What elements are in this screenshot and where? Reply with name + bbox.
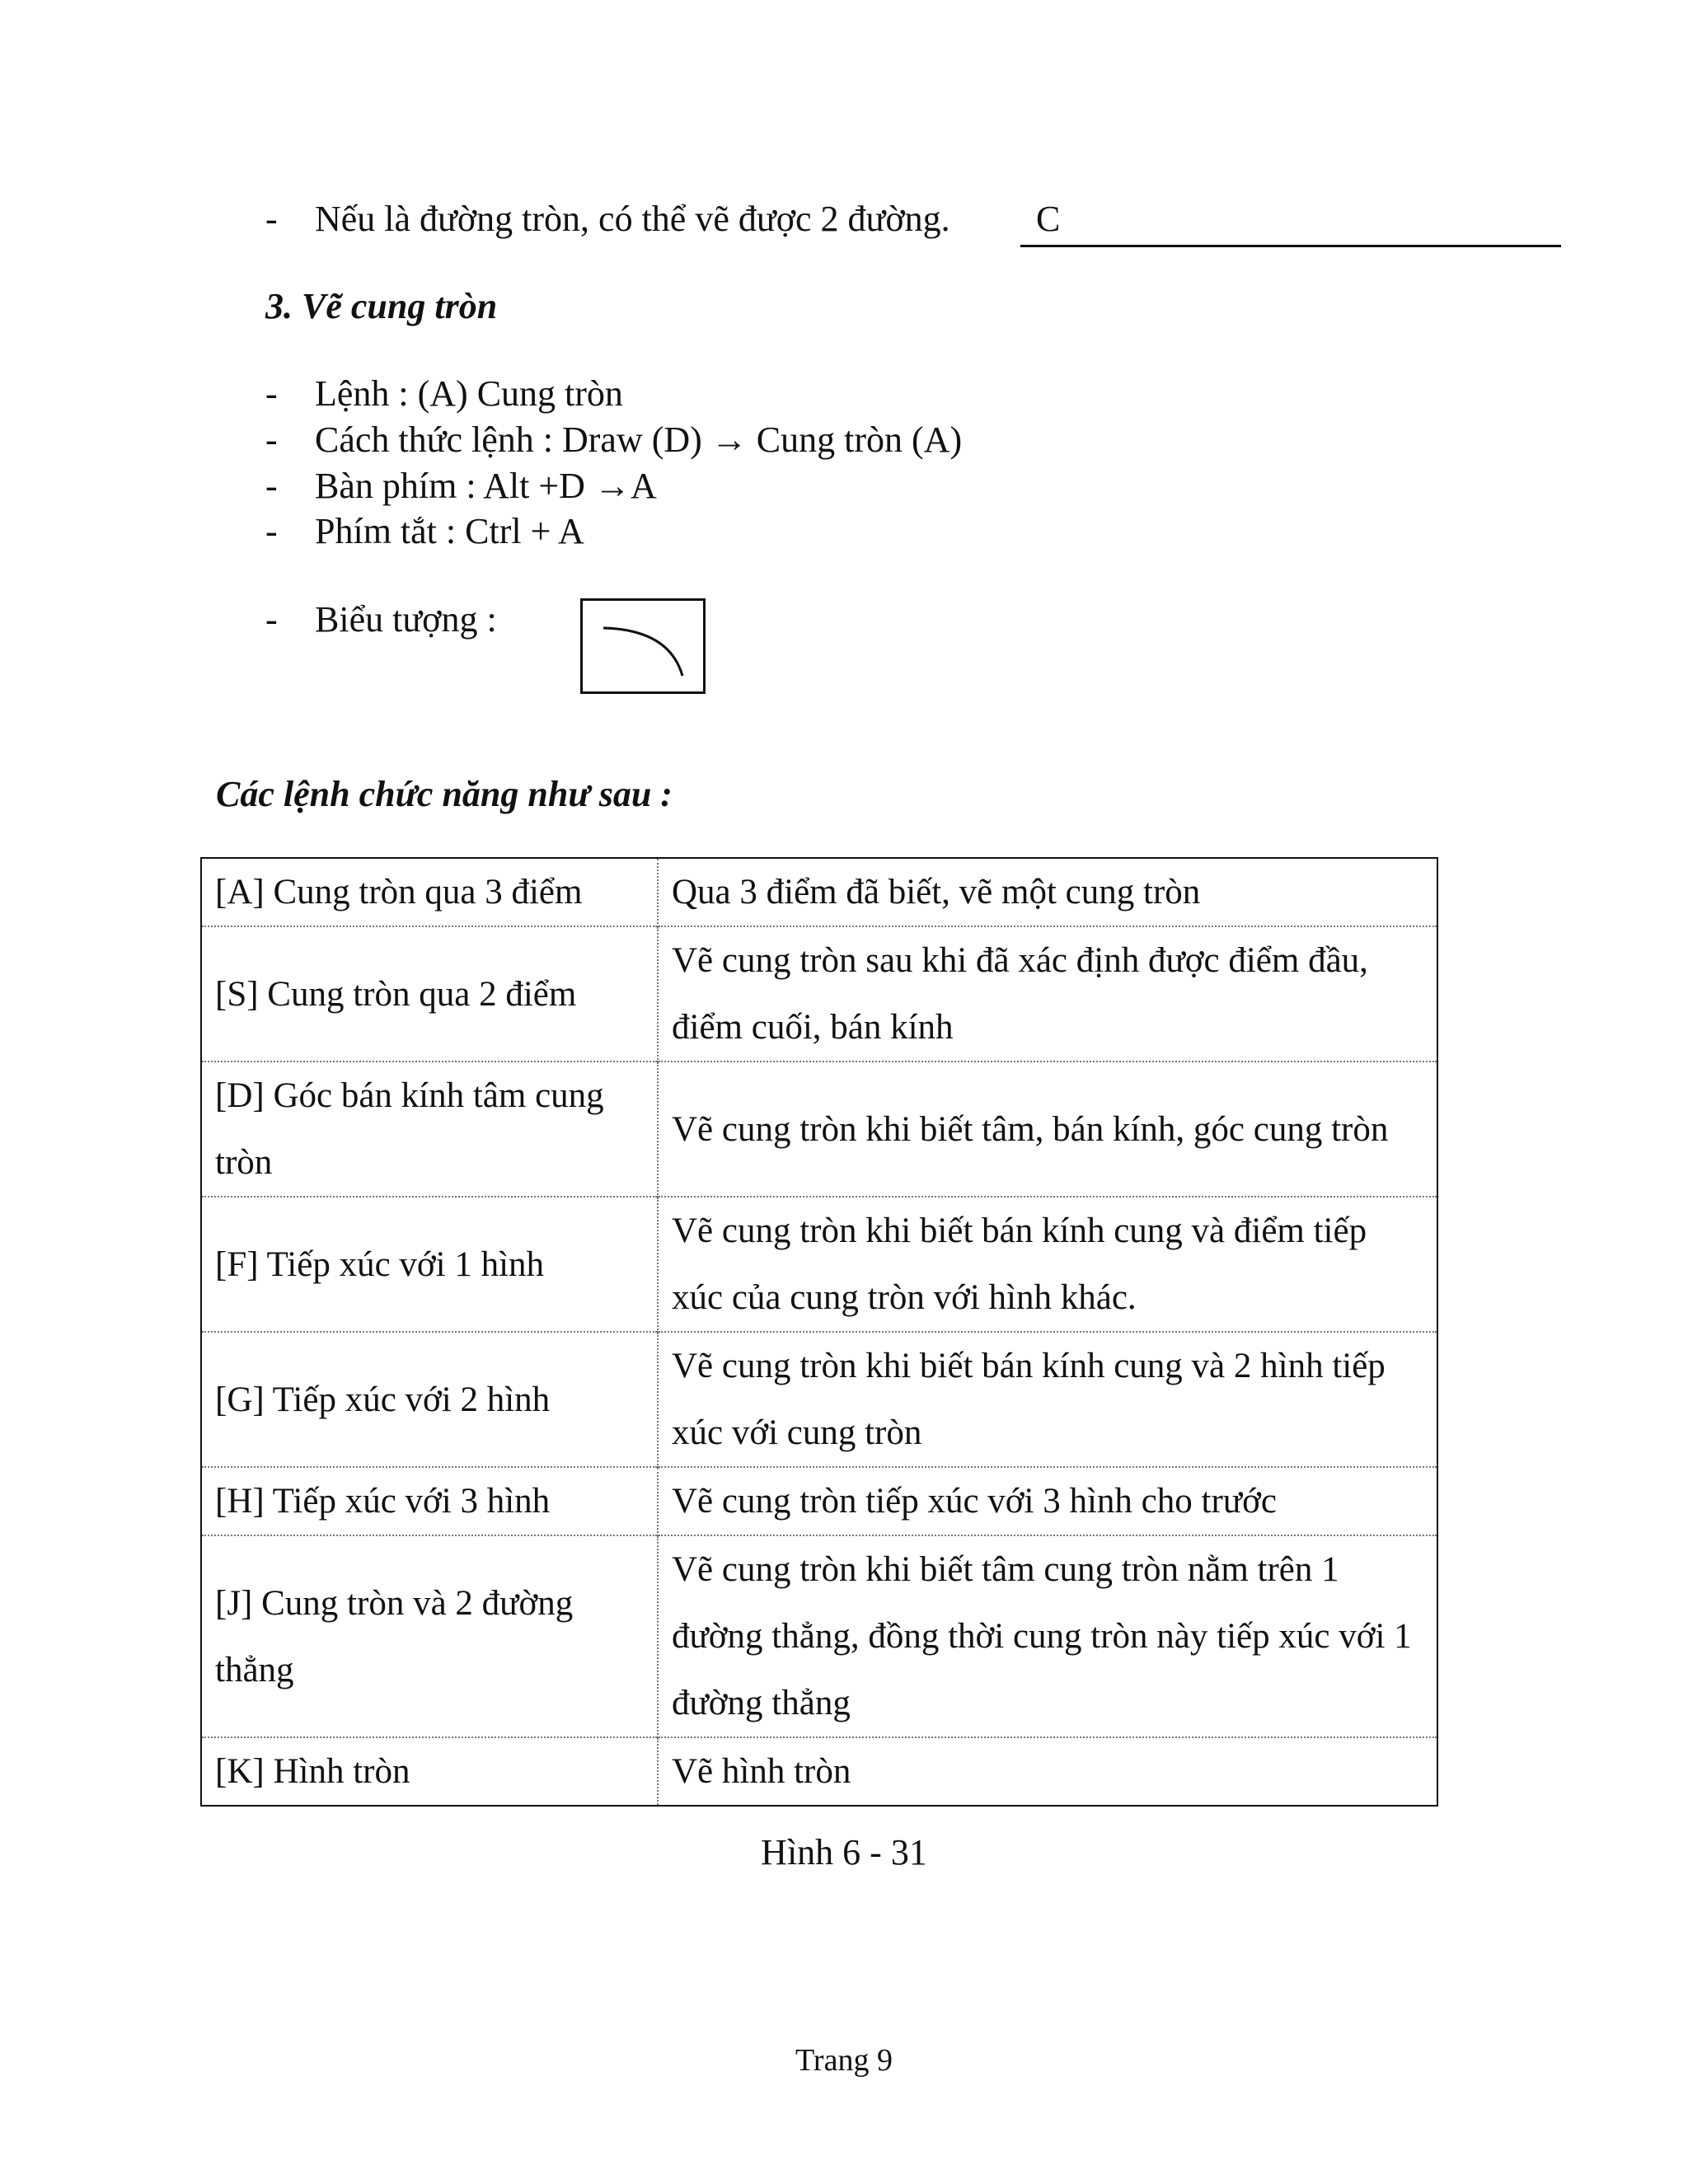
- description-cell: Qua 3 điểm đã biết, vẽ một cung tròn: [658, 858, 1437, 926]
- command-cell: [D] Góc bán kính tâm cung tròn: [201, 1062, 658, 1197]
- top-bullet-text: Nếu là đường tròn, có thể vẽ được 2 đường.: [315, 199, 950, 239]
- table-row: [201, 1535, 1437, 1737]
- description-cell: Vẽ cung tròn khi biết tâm cung tròn nằm trên 1 đường thẳng, đồng thời cung tròn này tiếp xúc với 1 đường thẳng: [658, 1535, 1437, 1737]
- bullet-dash: -: [265, 419, 278, 460]
- functions-table: [200, 857, 1438, 1807]
- command-cell: [J] Cung tròn và 2 đường thẳng: [201, 1535, 658, 1737]
- command-cell: [A] Cung tròn qua 3 điểm: [215, 873, 583, 912]
- bullet-text: Bàn phím : Alt +D →A: [315, 466, 657, 506]
- command-cell: [K] Hình tròn: [201, 1737, 658, 1806]
- command-cell: [G] Tiếp xúc với 2 hình: [201, 1332, 658, 1467]
- description-cell: Vẽ cung tròn khi biết bán kính cung và điểm tiếp xúc của cung tròn với hình khác.: [658, 1197, 1437, 1332]
- table-row: [201, 1062, 1437, 1197]
- bullet-text: Biểu tượng :: [315, 599, 497, 640]
- answer-underline: [1020, 245, 1561, 247]
- description-cell: Vẽ cung tròn khi biết tâm, bán kính, góc cung tròn: [658, 1062, 1437, 1197]
- description-cell: Vẽ cung tròn sau khi đã xác định được điểm đầu, điểm cuối, bán kính: [658, 926, 1437, 1062]
- table-row: [201, 1737, 1437, 1806]
- figure-caption: Hình 6 - 31: [761, 1832, 927, 1872]
- table-row: [201, 1467, 1437, 1535]
- bullet-dash: -: [265, 511, 278, 551]
- table-row: [201, 1332, 1437, 1467]
- bullet-text: Lệnh : (A) Cung tròn: [315, 373, 623, 414]
- bullet-text: Phím tắt : Ctrl + A: [315, 511, 584, 551]
- bullet-dash: -: [265, 373, 278, 414]
- answer-label: C: [1036, 199, 1061, 239]
- command-cell: [S] Cung tròn qua 2 điểm: [201, 926, 658, 1062]
- description-cell: Vẽ cung tròn tiếp xúc với 3 hình cho trước: [658, 1467, 1437, 1535]
- top-bullet: [265, 196, 1090, 242]
- bullet-command: [265, 371, 1254, 417]
- bullet-text: Cách thức lệnh : Draw (D) → Cung tròn (A): [315, 419, 963, 460]
- command-cell: [F] Tiếp xúc với 1 hình: [201, 1197, 658, 1332]
- bullet-dash: -: [265, 466, 278, 506]
- bullet-dash: -: [265, 599, 278, 640]
- bullet-shortcut: [265, 509, 1254, 555]
- bullet-keyboard: [265, 463, 1254, 509]
- bullet-method: [265, 417, 1254, 463]
- page-number: Trang 9: [795, 2043, 893, 2078]
- functions-heading: Các lệnh chức năng như sau :: [216, 774, 673, 814]
- command-cell: [H] Tiếp xúc với 3 hình: [201, 1467, 658, 1535]
- section-title: 3. Vẽ cung tròn: [265, 286, 498, 326]
- arc-icon: [580, 598, 706, 694]
- description-cell: Vẽ cung tròn khi biết bán kính cung và 2 hình tiếp xúc với cung tròn: [658, 1332, 1437, 1467]
- description-cell: Vẽ hình tròn: [658, 1737, 1437, 1806]
- table-row: [201, 858, 1437, 926]
- bullet-dash: -: [265, 199, 278, 239]
- table-row: [201, 1197, 1437, 1332]
- table-row: [201, 926, 1437, 1062]
